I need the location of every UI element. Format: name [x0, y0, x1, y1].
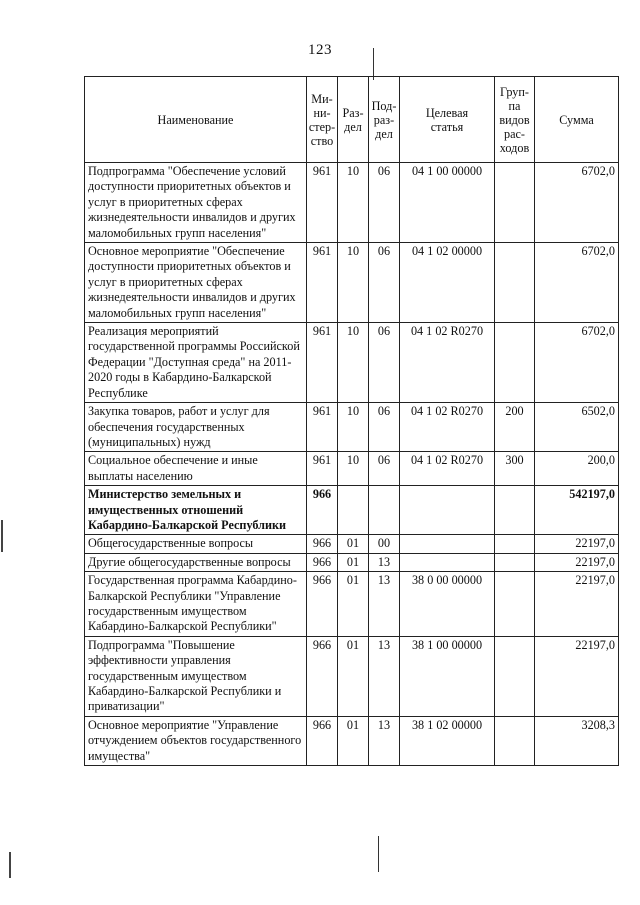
row-group	[495, 553, 535, 571]
table-row	[85, 243, 619, 323]
row-target: 04 1 02 R0270	[400, 323, 495, 403]
row-section: 01	[338, 716, 369, 765]
row-subsection: 13	[369, 553, 400, 571]
table-row	[85, 636, 619, 716]
row-target: 38 1 02 00000	[400, 716, 495, 765]
row-target: 04 1 00 00000	[400, 163, 495, 243]
row-target: 04 1 02 R0270	[400, 452, 495, 486]
header-sum: Сумма	[535, 77, 619, 163]
budget-table	[84, 76, 619, 766]
row-ministry: 966	[307, 535, 338, 553]
row-subsection: 06	[369, 243, 400, 323]
table-row	[85, 452, 619, 486]
row-subsection	[369, 486, 400, 535]
row-sum: 3208,3	[535, 716, 619, 765]
table-row	[85, 323, 619, 403]
row-group	[495, 572, 535, 637]
row-section: 10	[338, 452, 369, 486]
fold-line-bottom	[378, 836, 379, 872]
row-section: 01	[338, 553, 369, 571]
header-ministry: Ми- ни- стер- ство	[307, 77, 338, 163]
table-row	[85, 572, 619, 637]
row-name: Подпрограмма "Обеспечение условий доступности приоритетных объектов и услуг в приоритетных сферах жизнедеятельности инвалидов и других маломобильных групп населения"	[85, 163, 307, 243]
row-sum: 22197,0	[535, 636, 619, 716]
row-ministry: 966	[307, 636, 338, 716]
row-group	[495, 716, 535, 765]
row-subsection: 06	[369, 403, 400, 452]
row-target	[400, 486, 495, 535]
row-target: 04 1 02 R0270	[400, 403, 495, 452]
row-section: 10	[338, 403, 369, 452]
header-name: Наименование	[85, 77, 307, 163]
row-target	[400, 553, 495, 571]
row-sum: 200,0	[535, 452, 619, 486]
row-group	[495, 486, 535, 535]
row-subsection: 06	[369, 452, 400, 486]
row-subsection: 06	[369, 163, 400, 243]
row-sum: 22197,0	[535, 572, 619, 637]
row-target: 38 0 00 00000	[400, 572, 495, 637]
row-name: Министерство земельных и имущественных отношений Кабардино-Балкарской Республики	[85, 486, 307, 535]
header-target: Целевая статья	[400, 77, 495, 163]
row-ministry: 961	[307, 323, 338, 403]
row-sum: 6502,0	[535, 403, 619, 452]
row-subsection: 13	[369, 636, 400, 716]
row-group	[495, 323, 535, 403]
row-group	[495, 243, 535, 323]
header-group: Груп- па видов рас- ходов	[495, 77, 535, 163]
row-sum: 22197,0	[535, 535, 619, 553]
row-name: Основное мероприятие "Обеспечение доступности приоритетных объектов и услуг в приоритетных сферах жизнедеятельности инвалидов и других маломобильных групп населения"	[85, 243, 307, 323]
row-ministry: 966	[307, 716, 338, 765]
row-group	[495, 163, 535, 243]
table-row	[85, 403, 619, 452]
row-section: 10	[338, 163, 369, 243]
row-subsection: 00	[369, 535, 400, 553]
row-ministry: 961	[307, 243, 338, 323]
table-row	[85, 163, 619, 243]
row-name: Другие общегосударственные вопросы	[85, 553, 307, 571]
row-section: 01	[338, 636, 369, 716]
table-row	[85, 716, 619, 765]
table-row	[85, 553, 619, 571]
page-number: 123	[308, 42, 332, 58]
row-name: Государственная программа Кабардино-Балкарской Республики "Управление государственным имуществом Кабардино-Балкарской Республики"	[85, 572, 307, 637]
row-sum: 542197,0	[535, 486, 619, 535]
row-sum: 6702,0	[535, 323, 619, 403]
row-target	[400, 535, 495, 553]
row-name: Реализация мероприятий государственной программы Российской Федерации "Доступная среда" на 2011-2020 годы в Кабардино-Балкарской Республике	[85, 323, 307, 403]
header-section: Раз- дел	[338, 77, 369, 163]
row-ministry: 961	[307, 403, 338, 452]
row-ministry: 961	[307, 163, 338, 243]
row-section	[338, 486, 369, 535]
row-sum: 6702,0	[535, 243, 619, 323]
row-group: 300	[495, 452, 535, 486]
row-sum: 6702,0	[535, 163, 619, 243]
row-group	[495, 636, 535, 716]
row-section: 01	[338, 535, 369, 553]
table-header-row	[85, 77, 619, 163]
margin-mark-left-upper	[1, 520, 3, 552]
row-group: 200	[495, 403, 535, 452]
row-name: Закупка товаров, работ и услуг для обеспечения государственных (муниципальных) нужд	[85, 403, 307, 452]
row-name: Основное мероприятие "Управление отчуждением объектов государственного имущества"	[85, 716, 307, 765]
table-row	[85, 535, 619, 553]
row-ministry: 966	[307, 553, 338, 571]
row-name: Социальное обеспечение и иные выплаты населению	[85, 452, 307, 486]
row-subsection: 06	[369, 323, 400, 403]
row-ministry: 966	[307, 486, 338, 535]
header-subsection: Под- раз- дел	[369, 77, 400, 163]
row-ministry: 961	[307, 452, 338, 486]
row-section: 01	[338, 572, 369, 637]
row-section: 10	[338, 323, 369, 403]
row-target: 38 1 00 00000	[400, 636, 495, 716]
table-row	[85, 486, 619, 535]
row-subsection: 13	[369, 716, 400, 765]
row-name: Подпрограмма "Повышение эффективности управления государственным имуществом Кабардино-Балкарской Республики и приватизации"	[85, 636, 307, 716]
row-sum: 22197,0	[535, 553, 619, 571]
row-target: 04 1 02 00000	[400, 243, 495, 323]
row-group	[495, 535, 535, 553]
row-name: Общегосударственные вопросы	[85, 535, 307, 553]
margin-mark-left-lower	[9, 852, 11, 878]
row-ministry: 966	[307, 572, 338, 637]
row-subsection: 13	[369, 572, 400, 637]
row-section: 10	[338, 243, 369, 323]
